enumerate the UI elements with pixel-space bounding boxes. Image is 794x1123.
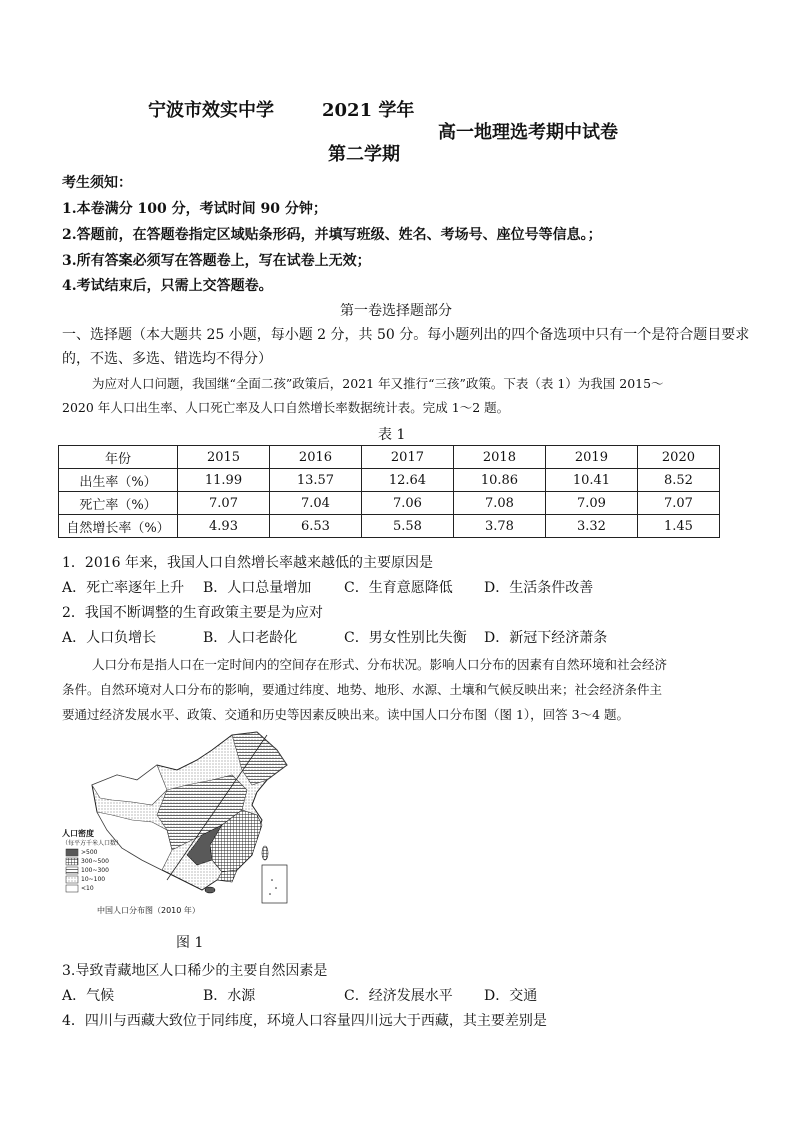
table-cell: 6.53 bbox=[269, 515, 361, 538]
academic-year: 2021 学年 bbox=[322, 100, 415, 121]
section-title: 第一卷选择题部分 bbox=[340, 303, 452, 319]
table-header-row bbox=[59, 446, 720, 469]
hainan-island bbox=[205, 887, 215, 893]
legend-label: 300~500 bbox=[81, 858, 109, 865]
q3-option-b: B．水源 bbox=[203, 988, 256, 1004]
legend-swatch-300-500 bbox=[66, 858, 78, 865]
legend-swatch-100-300 bbox=[66, 867, 78, 874]
table-cell: 7.09 bbox=[545, 492, 637, 515]
notice-heading: 考生须知： bbox=[62, 175, 132, 191]
q3-option-c: C．经济发展水平 bbox=[344, 988, 453, 1004]
semester: 第二学期 bbox=[328, 144, 400, 165]
table-header-cell: 2018 bbox=[453, 446, 545, 469]
notice-item-4: 4.考试结束后，只需上交答题卷。 bbox=[62, 278, 273, 294]
q3-stem: 3.导致青藏地区人口稀少的主要自然因素是 bbox=[62, 963, 328, 979]
south-sea-inset bbox=[262, 865, 287, 903]
legend-swatch-10-100 bbox=[66, 876, 78, 883]
table-header-cell: 2017 bbox=[361, 446, 453, 469]
population-table bbox=[58, 445, 720, 538]
table-header-cell: 2016 bbox=[269, 446, 361, 469]
table-cell: 12.64 bbox=[361, 469, 453, 492]
table-cell: 10.86 bbox=[453, 469, 545, 492]
legend-label: <10 bbox=[81, 885, 94, 892]
table-cell: 7.06 bbox=[361, 492, 453, 515]
table-cell: 自然增长率（%） bbox=[59, 515, 178, 538]
intro2-line3: 要通过经济发展水平、政策、交通和历史等因素反映出来。读中国人口分布图（图 1），回答 3～4 题。 bbox=[62, 707, 630, 722]
table-cell: 8.52 bbox=[637, 469, 719, 492]
table-caption: 表 1 bbox=[378, 427, 406, 443]
table-header-cell: 2019 bbox=[545, 446, 637, 469]
table-cell: 出生率（%） bbox=[59, 469, 178, 492]
q2-option-d: D．新冠下经济萧条 bbox=[484, 630, 608, 646]
legend-label: >500 bbox=[81, 849, 98, 856]
q3-option-a: A．气候 bbox=[62, 988, 115, 1004]
q1-option-b: B．人口总量增加 bbox=[203, 580, 312, 596]
intro1-line1: 为应对人口问题，我国继“全面二孩”政策后，2021 年又推行“三孩”政策。下表（表 1）为我国 2015～ bbox=[92, 376, 664, 391]
legend-unit: （每平方千米人口数） bbox=[62, 840, 123, 847]
q1-option-d: D．生活条件改善 bbox=[484, 580, 594, 596]
figure-label: 图 1 bbox=[176, 935, 204, 951]
table-header-cell: 2015 bbox=[178, 446, 270, 469]
table-cell: 3.78 bbox=[453, 515, 545, 538]
intro2-line1: 人口分布是指人口在一定时间内的空间存在形式、分布状况。影响人口分布的因素有自然环境和社会经济 bbox=[92, 657, 668, 672]
table-cell: 7.04 bbox=[269, 492, 361, 515]
section-instruction-1: 一、选择题（本大题共 25 小题，每小题 2 分，共 50 分。每小题列出的四个备选项中只有一个是符合题目要求 bbox=[62, 327, 750, 343]
china-map-graphic bbox=[62, 730, 297, 915]
table-cell: 7.07 bbox=[637, 492, 719, 515]
table-cell: 10.41 bbox=[545, 469, 637, 492]
table-row bbox=[59, 469, 720, 492]
map-caption: 中国人口分布图（2010 年） bbox=[97, 906, 200, 915]
section-instruction-2: 的，不选、多选、错选均不得分） bbox=[62, 351, 272, 367]
population-map bbox=[62, 730, 297, 915]
legend-title: 人口密度 bbox=[62, 829, 94, 838]
table-cell: 7.08 bbox=[453, 492, 545, 515]
school-name: 宁波市效实中学 bbox=[148, 100, 274, 121]
table-cell: 5.58 bbox=[361, 515, 453, 538]
intro1-line2: 2020 年人口出生率、人口死亡率及人口自然增长率数据统计表。完成 1～2 题。 bbox=[62, 400, 510, 415]
intro2-line2: 条件。自然环境对人口分布的影响，要通过纬度、地势、地形、水源、土壤和气候反映出来；社会经济条件主 bbox=[62, 682, 663, 697]
table-cell: 3.32 bbox=[545, 515, 637, 538]
table-cell: 13.57 bbox=[269, 469, 361, 492]
q2-option-b: B．人口老龄化 bbox=[203, 630, 298, 646]
q2-stem: 2．我国不断调整的生育政策主要是为应对 bbox=[62, 605, 323, 621]
table-header-cell: 年份 bbox=[59, 446, 178, 469]
table-cell: 7.07 bbox=[178, 492, 270, 515]
notice-item-2: 2.答题前，在答题卷指定区域贴条形码，并填写班级、姓名、考场号、座位号等信息。； bbox=[62, 227, 602, 243]
q1-stem: 1．2016 年来，我国人口自然增长率越来越低的主要原因是 bbox=[62, 555, 433, 571]
table-cell: 4.93 bbox=[178, 515, 270, 538]
legend-swatch-under10 bbox=[66, 885, 78, 892]
legend-label: 10~100 bbox=[81, 876, 106, 883]
table-cell: 11.99 bbox=[178, 469, 270, 492]
q2-option-a: A．人口负增长 bbox=[62, 630, 157, 646]
q1-option-c: C．生育意愿降低 bbox=[344, 580, 453, 596]
q4-stem: 4．四川与西藏大致位于同纬度，环境人口容量四川远大于西藏，其主要差别是 bbox=[62, 1013, 547, 1029]
exam-title: 高一地理选考期中试卷 bbox=[438, 122, 618, 143]
q1-option-a: A．死亡率逐年上升 bbox=[62, 580, 185, 596]
notice-item-3: 3.所有答案必须写在答题卷上，写在试卷上无效； bbox=[62, 253, 371, 269]
legend-swatch-500plus bbox=[66, 849, 78, 856]
table-cell: 死亡率（%） bbox=[59, 492, 178, 515]
notice-item-1: 1.本卷满分 100 分，考试时间 90 分钟； bbox=[62, 201, 327, 217]
table-row bbox=[59, 515, 720, 538]
q3-option-d: D．交通 bbox=[484, 988, 538, 1004]
table-row bbox=[59, 492, 720, 515]
legend-label: 100~300 bbox=[81, 867, 109, 874]
table-header-cell: 2020 bbox=[637, 446, 719, 469]
table-cell: 1.45 bbox=[637, 515, 719, 538]
taiwan-island bbox=[262, 846, 268, 860]
q2-option-c: C．男女性别比失衡 bbox=[344, 630, 467, 646]
